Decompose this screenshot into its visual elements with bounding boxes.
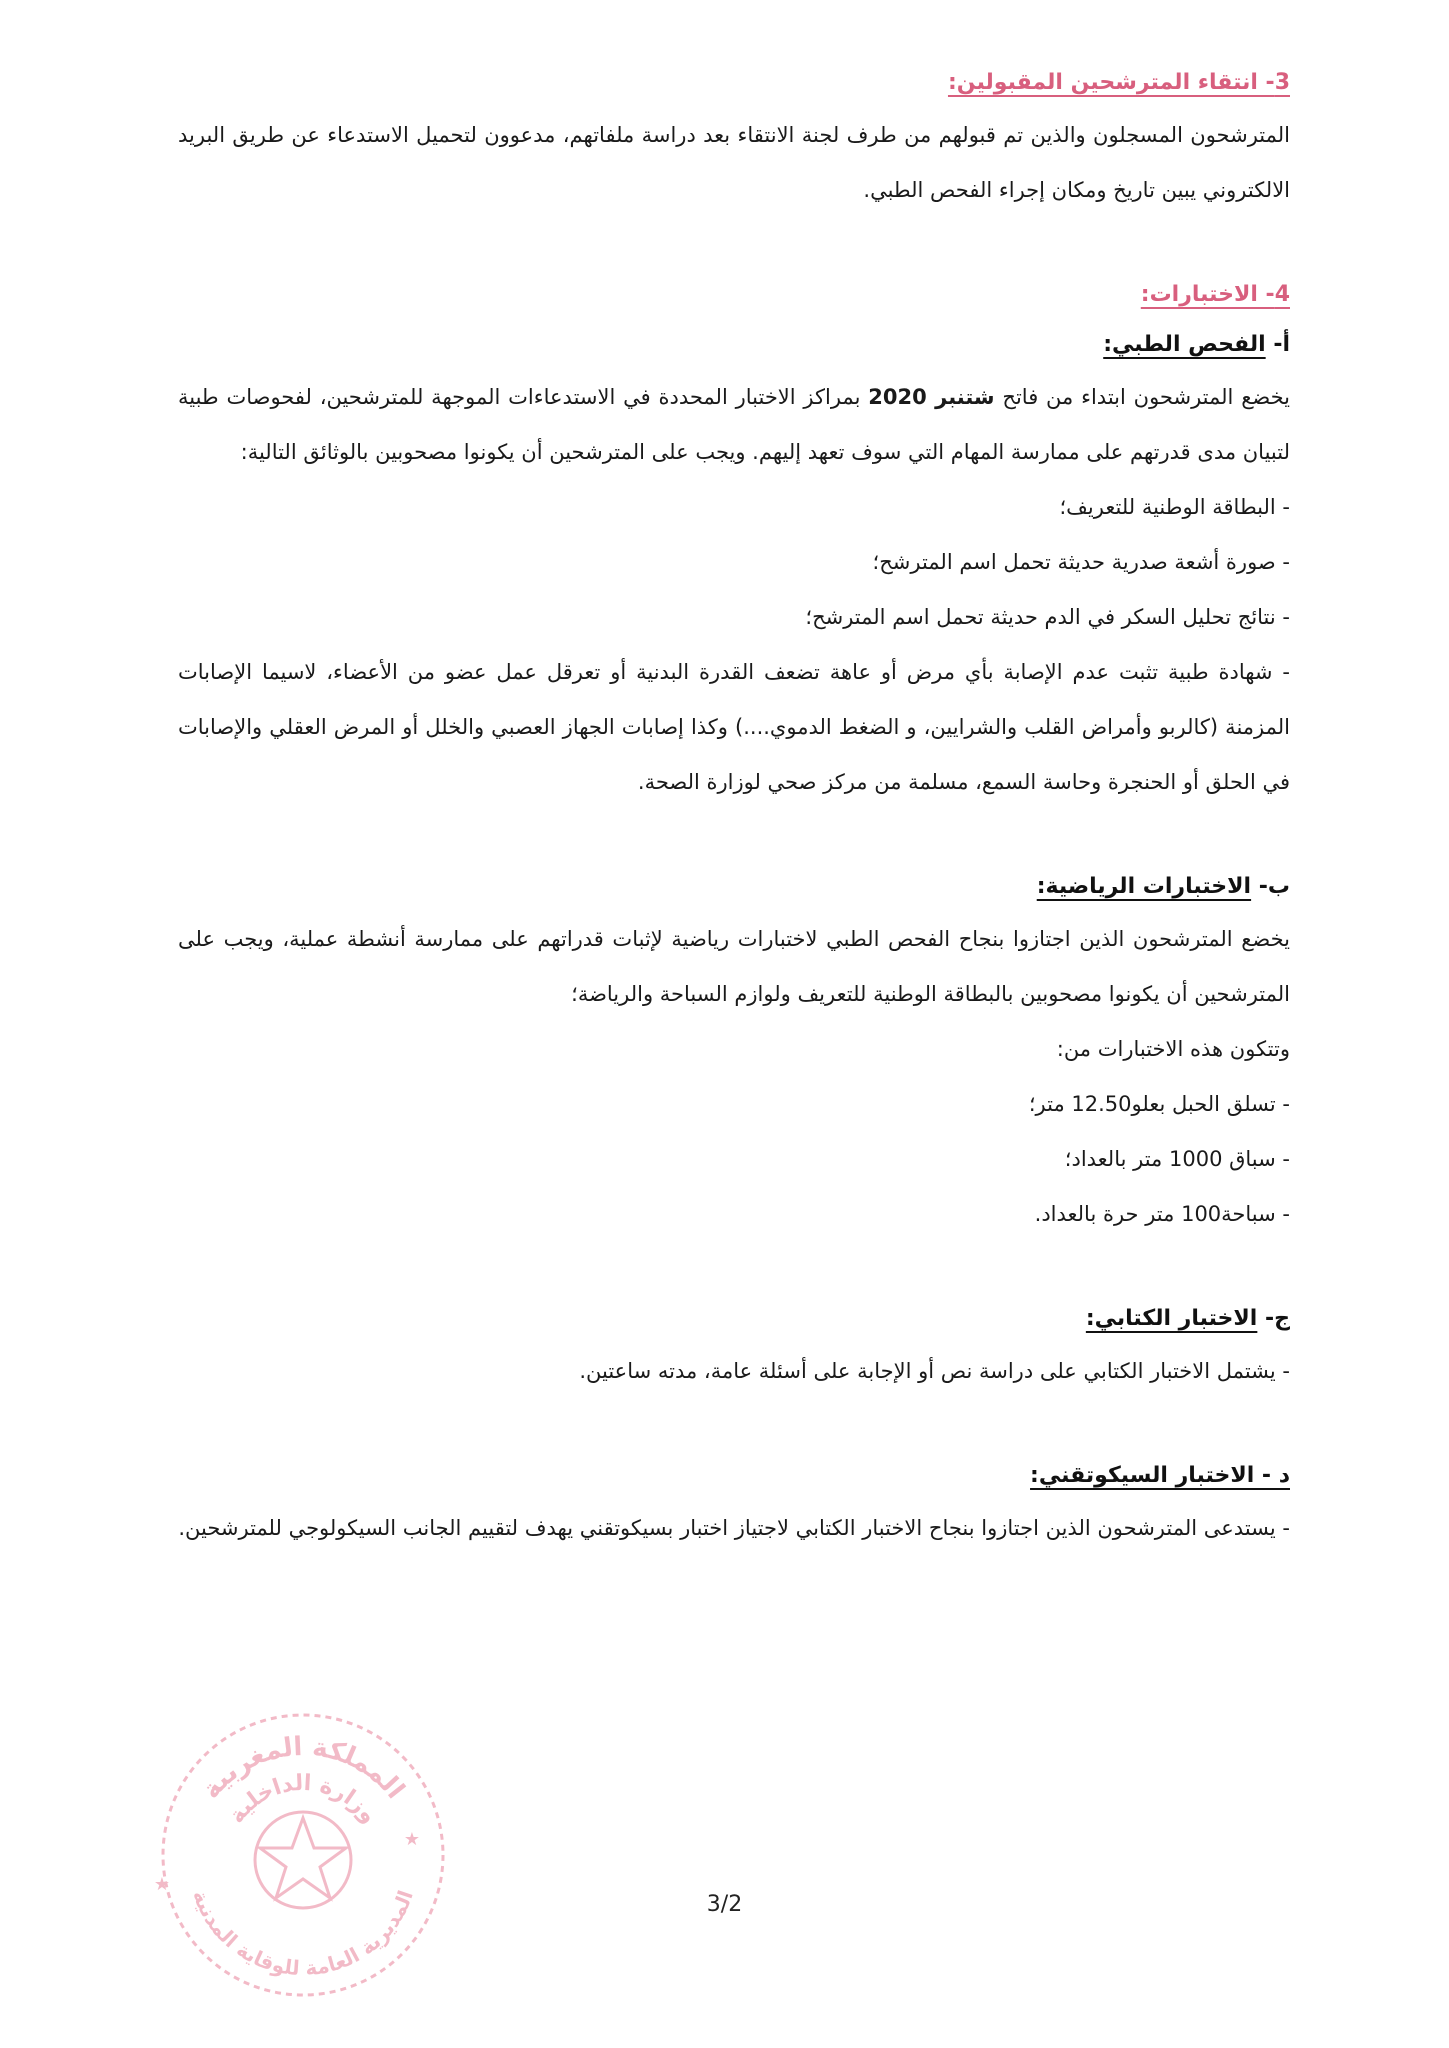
list-item: - يشتمل الاختبار الكتابي على دراسة نص أو الإجابة على أسئلة عامة، مدته ساعتين. xyxy=(579,1359,1290,1383)
sports-tests-paragraph: يخضع المترشحون الذين اجتازوا بنجاح الفحص الطبي لاختبارات رياضية لإثبات قدراتهم على ممارسة أنشطة عملية، ويجب على المترشحين أن يكونوا مصحوبين بالبطاقة الوطنية للتعريف ولوازم السباحة والرياضة؛ xyxy=(178,927,1290,1006)
sports-tests-list xyxy=(178,1077,1290,1242)
subsection-b-label: الاختبارات الرياضية: xyxy=(1036,874,1252,899)
official-seal-icon xyxy=(148,1700,458,2010)
seal-star-icon xyxy=(260,1818,346,1898)
seal-text-ministry: وزارة الداخلية xyxy=(224,1770,382,1829)
list-item: - سباحة100 متر حرة بالعداد. xyxy=(1034,1202,1290,1226)
written-test-list xyxy=(178,1344,1290,1399)
seal-text-kingdom: المملكة المغربية xyxy=(196,1731,411,1805)
medical-exam-paragraph xyxy=(178,370,1290,480)
spacer xyxy=(178,1399,1290,1451)
seal-small-star-left-icon: ★ xyxy=(153,1874,170,1895)
list-item: - سباق 1000 متر بالعداد؛ xyxy=(1064,1147,1290,1171)
subsection-d-title xyxy=(178,1451,1290,1501)
psychotechnical-test-list xyxy=(178,1501,1290,1556)
subsection-c-label: الاختبار الكتابي: xyxy=(1085,1306,1258,1331)
section-4-title: 4- الاختبارات: xyxy=(1140,282,1290,307)
medical-exam-date: شتنبر 2020 xyxy=(868,385,995,409)
medical-exam-text-end: بمراكز الاختبار المحددة في الاستدعاءات الموجهة للمترشحين، لفحوصات طبية لتبيان مدى قدرتهم على ممارسة المهام التي سوف تعهد إليهم. ويجب على المترشحين أن يكونوا مصحوبين بالوثائق التالية: xyxy=(178,385,1290,464)
subsection-a-prefix: أ- xyxy=(1265,332,1290,357)
subsection-a-label: الفحص الطبي: xyxy=(1103,332,1266,357)
list-item: - صورة أشعة صدرية حديثة تحمل اسم المترشح؛ xyxy=(872,550,1290,574)
sports-tests-intro: وتتكون هذه الاختبارات من: xyxy=(1056,1037,1290,1061)
seal-text-directorate: المديرية العامة للوقاية المدنية xyxy=(188,1886,418,1981)
section-3-paragraph: المترشحون المسجلون والذين تم قبولهم من طرف لجنة الانتقاء بعد دراسة ملفاتهم، مدعوون لتحميل الاستدعاء عن طريق البريد الالكتروني يبين تاريخ ومكان إجراء الفحص الطبي. xyxy=(178,123,1290,202)
section-3-title: 3- انتقاء المترشحين المقبولين: xyxy=(947,70,1290,95)
subsection-c-title xyxy=(178,1294,1290,1344)
medical-exam-text-start: يخضع المترشحون ابتداء من فاتح xyxy=(994,385,1290,409)
seal-small-star-right-icon: ★ xyxy=(403,1829,420,1850)
spacer xyxy=(178,810,1290,862)
spacer xyxy=(178,218,1290,270)
list-item: - تسلق الحبل بعلو12.50 متر؛ xyxy=(1028,1092,1290,1116)
subsection-b-prefix: ب- xyxy=(1251,874,1290,899)
spacer xyxy=(178,1242,1290,1294)
subsection-d-label: د - الاختبار السيكوتقني: xyxy=(1030,1463,1290,1488)
subsection-b-title xyxy=(178,862,1290,912)
subsection-a-title xyxy=(178,320,1290,370)
list-item: - يستدعى المترشحون الذين اجتازوا بنجاح الاختبار الكتابي لاجتياز اختبار بسيكوتقني يهدف لتقييم الجانب السيكولوجي للمترشحين. xyxy=(178,1516,1290,1540)
document-page xyxy=(178,58,1290,1556)
page-number: 3/2 xyxy=(706,1892,743,1917)
list-item: - نتائج تحليل السكر في الدم حديثة تحمل اسم المترشح؛ xyxy=(805,605,1290,629)
list-item: - البطاقة الوطنية للتعريف؛ xyxy=(1059,495,1290,519)
medical-documents-list xyxy=(178,480,1290,810)
list-item: - شهادة طبية تثبت عدم الإصابة بأي مرض أو عاهة تضعف القدرة البدنية أو تعرقل عمل عضو من الأعضاء، لاسيما الإصابات المزمنة (كالربو وأمراض القلب والشرايين، و الضغط الدموي....) وكذا إصابات الجهاز العصبي والخلل أو المرض العقلي والإصابات في الحلق أو الحنجرة وحاسة السمع، مسلمة من مركز صحي لوزارة الصحة. xyxy=(178,660,1290,794)
subsection-c-prefix: ج- xyxy=(1257,1306,1290,1331)
